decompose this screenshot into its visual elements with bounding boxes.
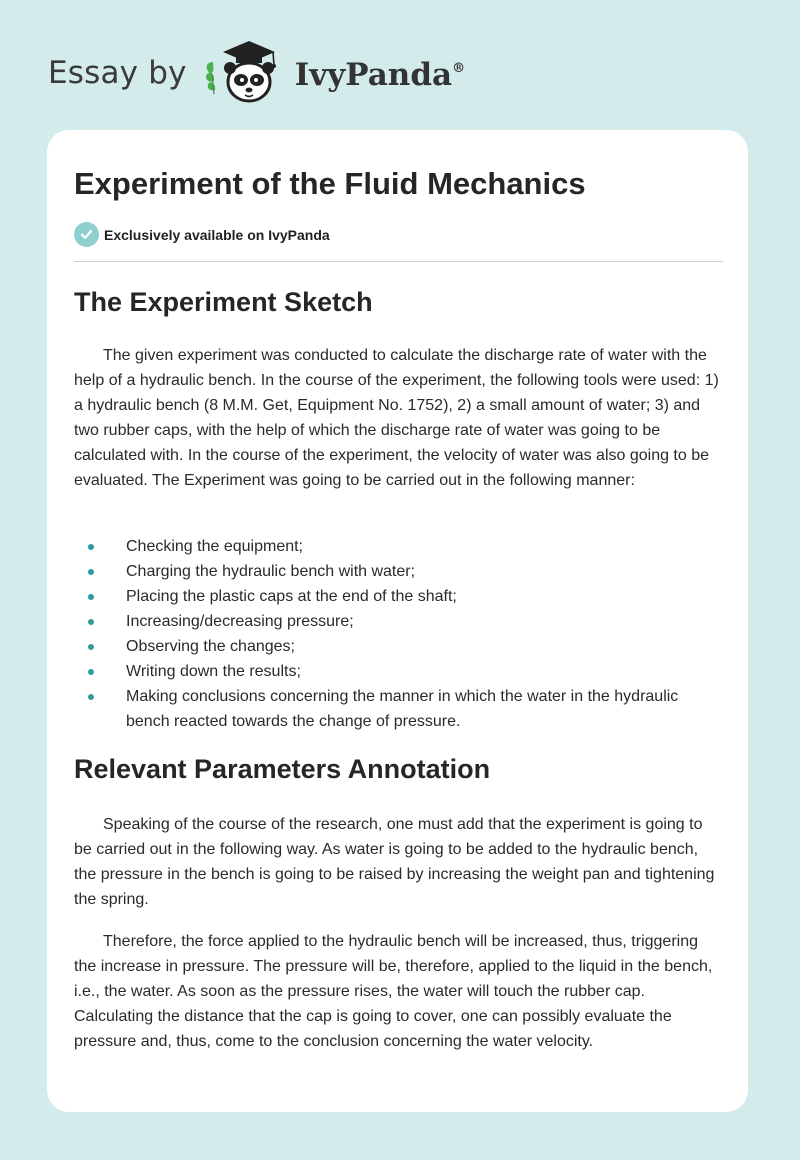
bullet-dot-icon (88, 544, 94, 550)
exclusive-badge (74, 222, 330, 247)
procedure-list (74, 534, 723, 734)
essay-by-label: Essay by (48, 55, 187, 91)
list-item: Checking the equipment; (74, 534, 723, 559)
panda-logo-icon[interactable] (201, 38, 293, 108)
section2-paragraph-1: Speaking of the course of the research, one must add that the experiment is going to be carried out in the following way. As water is going to be added to the hydraulic bench, the pressure in the bench is going to be raised by increasing the weight pan and tightening the spring. (74, 816, 715, 908)
brand-name[interactable]: IvyPanda® (294, 57, 466, 93)
bullet-dot-icon (88, 669, 94, 675)
check-icon (74, 222, 99, 247)
list-item: Writing down the results; (74, 659, 723, 684)
ivy-leaf-icon (206, 62, 215, 94)
list-item: Observing the changes; (74, 634, 723, 659)
bullet-dot-icon (88, 594, 94, 600)
list-item: Charging the hydraulic bench with water; (74, 559, 723, 584)
registered-mark: ® (452, 60, 466, 76)
list-item: Making conclusions concerning the manner in which the water in the hydraulic bench reacted towards the change of pressure. (74, 684, 723, 734)
site-header (48, 38, 465, 108)
article-card (47, 130, 748, 1112)
bullet-dot-icon (88, 694, 94, 700)
section-heading-experiment-sketch: The Experiment Sketch (74, 287, 373, 317)
bullet-dot-icon (88, 619, 94, 625)
exclusive-label: Exclusively available on IvyPanda (104, 226, 330, 243)
page-title: Experiment of the Fluid Mechanics (74, 166, 586, 201)
title-divider (74, 261, 723, 262)
list-item: Increasing/decreasing pressure; (74, 609, 723, 634)
section-heading-relevant-parameters: Relevant Parameters Annotation (74, 754, 491, 784)
section2-paragraph-2: Therefore, the force applied to the hydraulic bench will be increased, thus, triggering the increase in pressure. The pressure will be, therefore, applied to the liquid in the bench, i.e., the water. As soon as the pressure rises, the water will touch the rubber cap. Calculating the distance that the cap is going to cover, one can possibly evaluate the pressure and, thus, come to the conclusion concerning the water velocity. (74, 933, 713, 1050)
bullet-dot-icon (88, 644, 94, 650)
section1-paragraph: The given experiment was conducted to calculate the discharge rate of water with the help of a hydraulic bench. In the course of the experiment, the following tools were used: 1) a hydraulic bench (8 M.M. Get, Equipment No. 1752), 2) a small amount of water; 3) and two rubber caps, with the help of which the discharge rate of water was going to be calculated with. In the course of the experiment, the velocity of water was also going to be evaluated. The Experiment was going to be carried out in the following manner: (74, 347, 719, 489)
bullet-dot-icon (88, 569, 94, 575)
list-item: Placing the plastic caps at the end of the shaft; (74, 584, 723, 609)
